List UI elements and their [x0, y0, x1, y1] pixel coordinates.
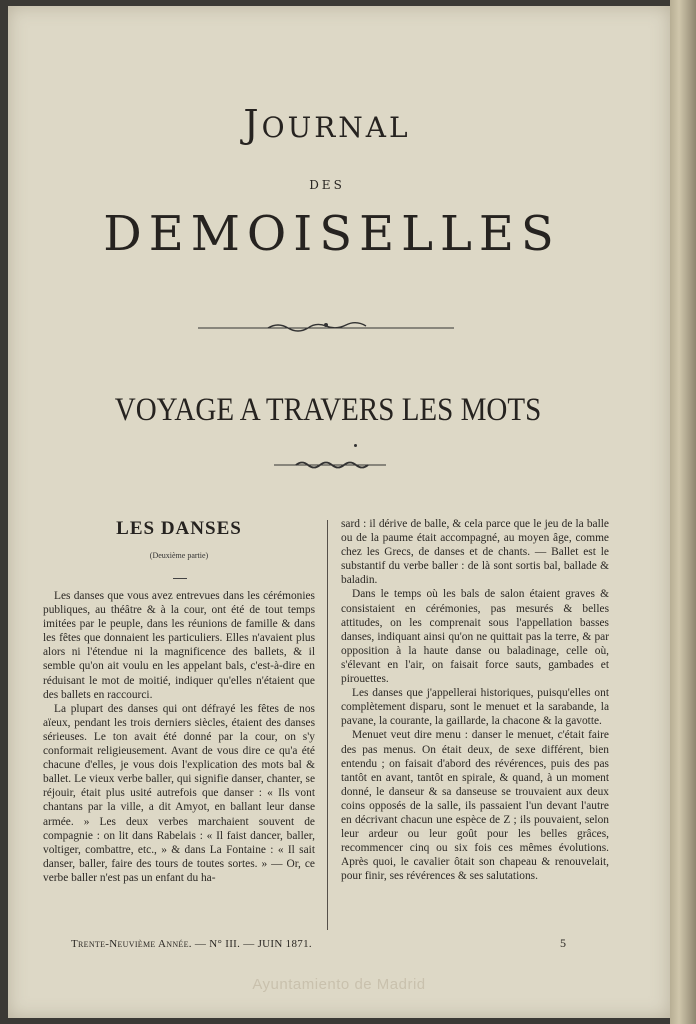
section-title: VOYAGE A TRAVERS LES MOTS: [114, 392, 542, 428]
watermark: Ayuntamiento de Madrid: [252, 976, 426, 993]
journal-page: [8, 6, 670, 1018]
title-dot: [354, 444, 357, 447]
article-divider: [173, 578, 187, 579]
masthead-journal-initial: J: [243, 102, 262, 146]
left-column: [43, 589, 315, 885]
issue-footer: Trente-Neuvième Année. — N° III. — JUIN 1871.: [71, 938, 312, 950]
masthead-ornament-icon: [198, 321, 454, 335]
column-rule: [327, 520, 328, 930]
section-ornament-icon: [274, 458, 386, 472]
article-title: LES DANSES: [116, 518, 242, 539]
masthead-journal: [8, 102, 646, 146]
paragraph: sard : il dérive de balle, & cela parce que le jeu de la balle ou de la paume était accompagné, au moyen âge, comme chez les Grecs, de danses et de chants. — Ballet est le substantif du verbe baller : de là sont sortis bal, ballade & baladin.: [341, 518, 609, 587]
page-number: 5: [560, 936, 566, 950]
paragraph: Les danses que vous avez entrevues dans les cérémonies publiques, au théâtre & à la cour, ont été de tout temps imitées par le peuple, dans les réunions de famille & dans les fêtes que donnaient les particuliers. Elles n'avaient plus alors ni l'étendue ni la magnificence des ballets, & il semble qu'on ait voulu en les appelant bals, c'est-à-dire en réduisant le mot de moitié, indiquer qu'elles n'étaient que des ballets en raccourci.: [43, 590, 315, 701]
masthead-des: DES: [309, 178, 345, 192]
masthead-journal-rest: OURNAL: [261, 111, 411, 144]
masthead-demoiselles: DEMOISELLES: [103, 206, 561, 262]
paragraph: Dans le temps où les bals de salon étaient graves & consistaient en cérémonies, pas mesurés & belles attitudes, on les comprenait sous l'appellation basses danses, indiquant ainsi qu'on ne quittait pas la terre, & par opposition à la haute danse ou baladinage, celle où, s'élevant en l'air, on faisait force sauts, gambades et pirouettes.: [341, 588, 609, 686]
article-subtitle: (Deuxième partie): [149, 551, 209, 560]
right-column: [341, 517, 609, 883]
book-binding: [670, 0, 696, 1024]
paragraph: Menuet veut dire menu : danser le menuet, c'était faire des pas menus. On était deux, de sexe différent, bien entendu ; on faisait d'abord des révérences, puis des pas tantôt en avant, tantôt en spirale, & quand, à un moment donné, le danseur & sa danseuse se trouvaient aux deux coins opposés de la salle, ils passaient l'un devant l'autre en décrivant chacun une espèce de Z ; ils pouvaient, selon leur ardeur ou leur goût pour les belles grâces, recommencer cinq ou six fois ces mêmes évolutions. Après quoi, le cavalier ôtait son chapeau & renouvelait, pour finir, ses révérences & ses salutations.: [341, 729, 609, 883]
paragraph: Les danses que j'appellerai historiques, puisqu'elles ont complètement disparu, sont le menuet et la sarabande, la pavane, la courante, la gaillarde, la chacone & la gavotte.: [341, 687, 609, 728]
paragraph: La plupart des danses qui ont défrayé les fêtes de nos aïeux, pendant les trois derniers siècles, étaient des danses sérieuses. Le ton avait été donné par la cour, on s'y conformait religieusement. Avant de vous dire ce qu'a été chacune d'elles, je vous dois l'explication des mots bal & ballet. Le vieux verbe baller, qui signifie danser, chanter, se réjouir, était plus usité autrefois que danser : « Ils vont chantans par la ville, a dit Amyot, en ballant leur danse armée. » Les deux verbes marchaient souvent de compagnie : on lit dans Rabelais : « Il faist dancer, baller, voltiger, combattre, etc., » & dans La Fontaine : « Il sait danser, baller, faire des tours de toutes sortes. » — Or, ce verbe baller n'est pas un enfant du ha-: [43, 702, 315, 884]
